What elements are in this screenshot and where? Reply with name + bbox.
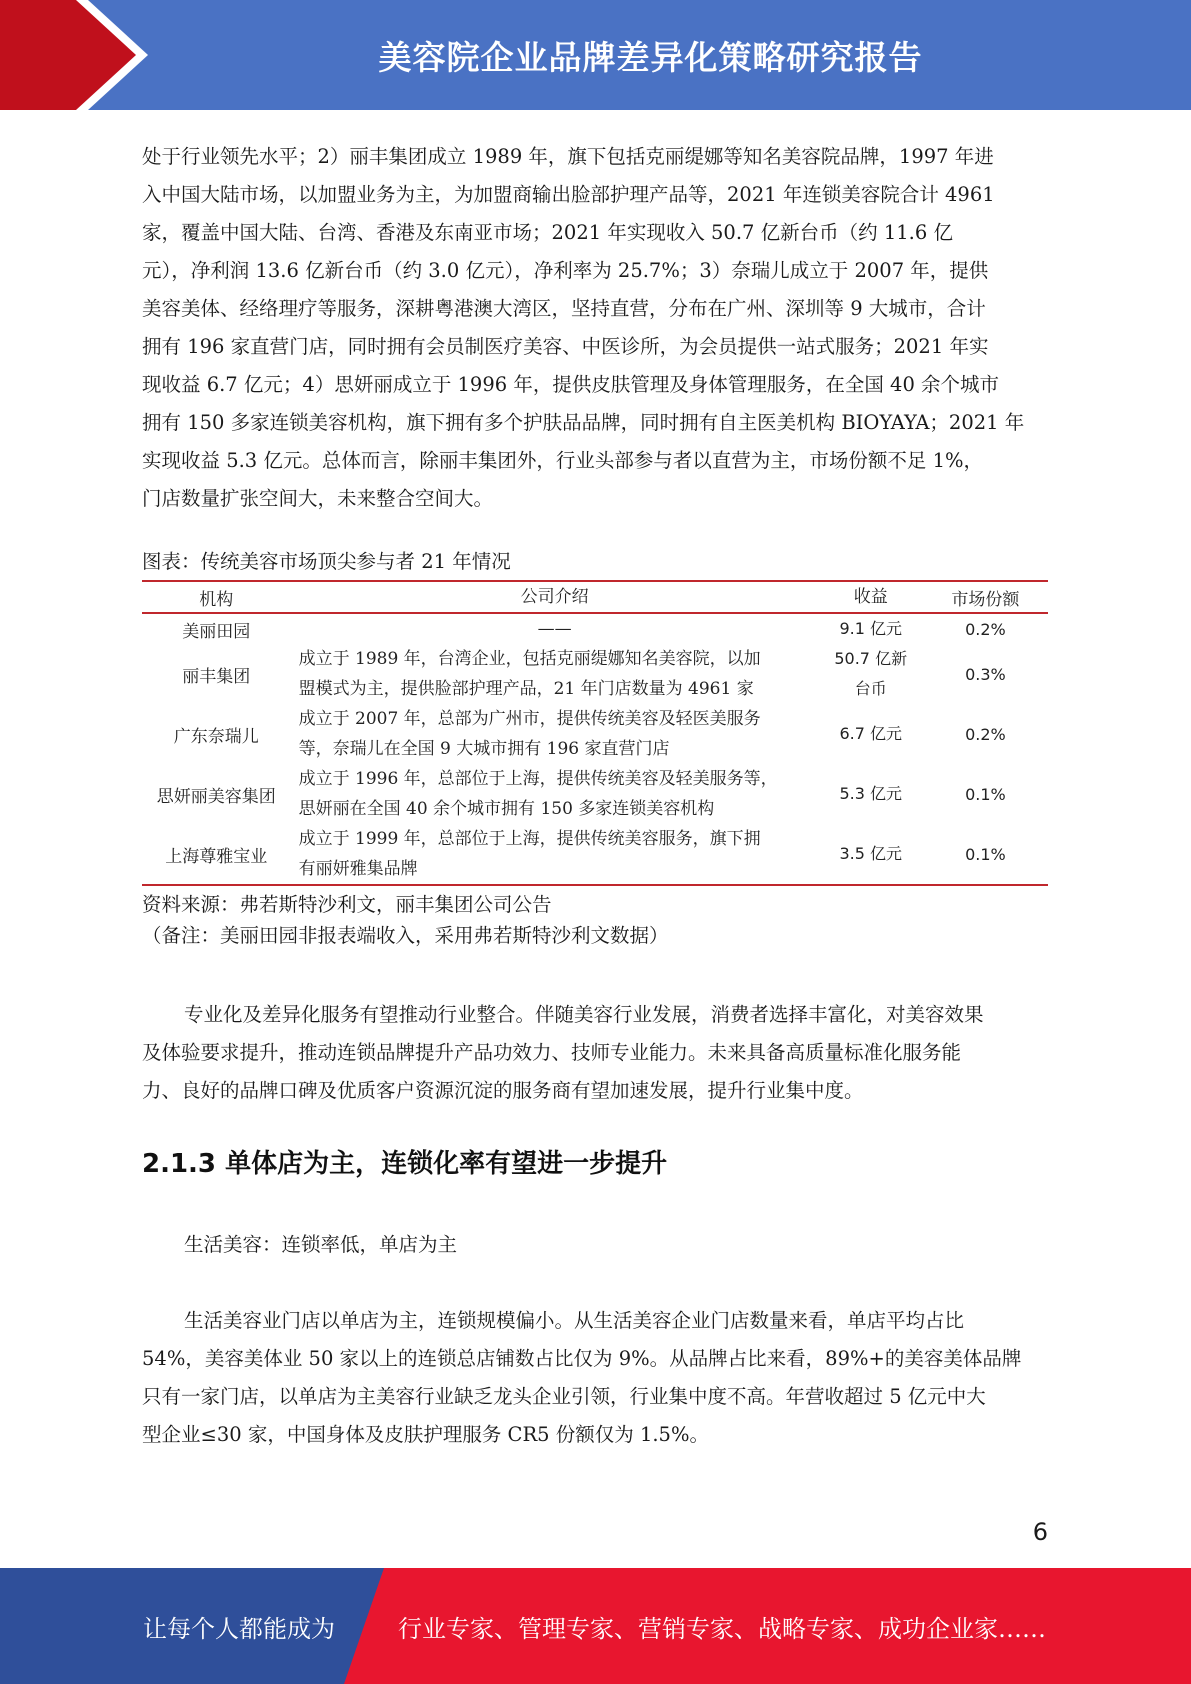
cell-intro xyxy=(291,644,819,704)
cell-share: 0.2% xyxy=(965,619,1006,639)
paragraph-line: 处于行业领先水平；2）丽丰集团成立 1989 年，旗下包括克丽缇娜等知名美容院品牌，1997 年进 xyxy=(142,145,994,168)
table-source: 资料来源：弗若斯特沙利文，丽丰集团公司公告 xyxy=(142,893,552,916)
cell-revenue xyxy=(819,613,923,644)
subheading-text: 生活美容：连锁率低，单店为主 xyxy=(184,1233,458,1256)
cell-share: 0.1% xyxy=(965,784,1006,804)
cell-share: 0.3% xyxy=(965,664,1006,684)
paragraph-line: 专业化及差异化服务有望推动行业整合。伴随美容行业发展，消费者选择丰富化，对美容效果 xyxy=(184,1003,984,1026)
paragraph-line: 力、良好的品牌口碑及优质客户资源沉淀的服务商有望加速发展，提升行业集中度。 xyxy=(142,1079,864,1102)
competitor-table xyxy=(142,580,1048,886)
table-row xyxy=(142,704,1048,764)
paragraph-line: 家，覆盖中国大陆、台湾、香港及东南亚市场；2021 年实现收入 50.7 亿新台币（约 11.6 亿 xyxy=(142,221,953,244)
page-footer xyxy=(0,1568,1191,1684)
cell-revenue-line: 50.7 亿新 xyxy=(834,649,908,668)
cell-share: 0.1% xyxy=(923,824,1048,885)
table-row xyxy=(142,824,1048,885)
footer-slogan-right: 行业专家、管理专家、营销专家、战略专家、成功企业家…… xyxy=(398,1614,1046,1643)
subheading xyxy=(142,1226,1047,1264)
paragraph-line: 入中国大陆市场，以加盟业务为主，为加盟商输出脸部护理产品等，2021 年连锁美容院合计 4961 xyxy=(142,183,995,206)
cell-org: 广东奈瑞儿 xyxy=(173,726,259,747)
report-title: 美容院企业品牌差异化策略研究报告 xyxy=(378,37,923,77)
table-remark: （备注：美丽田园非报表端收入，采用弗若斯特沙利文数据） xyxy=(142,924,669,947)
cell-share: 0.2% xyxy=(965,724,1006,744)
page-number: 6 xyxy=(1032,1518,1048,1546)
cell-intro xyxy=(291,824,819,885)
cell-intro-line: 等，奈瑞儿在全国 9 大城市拥有 196 家直营门店 xyxy=(298,739,670,759)
paragraph-line: 拥有 150 多家连锁美容机构，旗下拥有多个护肤品品牌，同时拥有自主医美机构 BIOYAYA；2021 年 xyxy=(142,411,1025,434)
cell-revenue xyxy=(819,824,923,885)
paragraph-line: 型企业≤30 家，中国身体及皮肤护理服务 CR5 份额仅为 1.5%。 xyxy=(142,1423,709,1446)
cell-intro-line: 成立于 1999 年，总部位于上海，提供传统美容服务，旗下拥 xyxy=(298,829,761,849)
cell-intro-line: 思妍丽在全国 40 余个城市拥有 150 多家连锁美容机构 xyxy=(298,799,715,819)
cell-intro-line: 成立于 1989 年，台湾企业，包括克丽缇娜知名美容院，以加 xyxy=(298,649,761,669)
cell-org: 思妍丽美容集团 xyxy=(156,786,276,807)
paragraph-line: 及体验要求提升，推动连锁品牌提升产品功效力、技师专业能力。未来具备高质量标准化服务能 xyxy=(142,1041,962,1064)
paragraph-line: 只有一家门店，以单店为主美容行业缺乏龙头企业引领，行业集中度不高。年营收超过 5 亿元中大 xyxy=(142,1385,986,1408)
cell-org: 美丽田园 xyxy=(182,621,251,642)
cell-revenue-line: 3.5 亿元 xyxy=(839,844,902,863)
section-heading: 2.1.3 单体店为主，连锁化率有望进一步提升 xyxy=(142,1149,668,1179)
cell-revenue xyxy=(819,644,923,704)
body-paragraph-1 xyxy=(142,138,1047,518)
cell-intro xyxy=(291,764,819,824)
cell-intro-line: 成立于 1996 年，总部位于上海，提供传统美容及轻美服务等， xyxy=(298,769,778,789)
cell-org: 丽丰集团 xyxy=(182,666,251,687)
cell-intro xyxy=(291,704,819,764)
table-row xyxy=(142,613,1048,644)
header-revenue: 收益 xyxy=(819,581,923,613)
paragraph-line: 拥有 196 家直营门店，同时拥有会员制医疗美容、中医诊所，为会员提供一站式服务；2021 年实 xyxy=(142,335,989,358)
cell-intro-line: 成立于 2007 年，总部为广州市，提供传统美容及轻医美服务 xyxy=(298,709,761,729)
cell-revenue-line: 5.3 亿元 xyxy=(839,784,902,803)
table-row xyxy=(142,644,1048,704)
header-org: 机构 xyxy=(142,581,291,613)
table-row xyxy=(142,764,1048,824)
cell-revenue xyxy=(819,704,923,764)
body-paragraph-3 xyxy=(142,1302,1047,1454)
body-paragraph-2 xyxy=(142,996,1047,1110)
paragraph-line: 实现收益 5.3 亿元。总体而言，除丽丰集团外，行业头部参与者以直营为主，市场份额不足 1%， xyxy=(142,449,984,472)
footer-slogan-left: 让每个人都能成为 xyxy=(143,1614,335,1643)
cell-intro-line: 盟模式为主，提供脸部护理产品，21 年门店数量为 4961 家 xyxy=(298,679,754,699)
header-intro: 公司介绍 xyxy=(291,581,819,613)
paragraph-line: 门店数量扩张空间大，未来整合空间大。 xyxy=(142,487,494,510)
cell-intro-line: 有丽妍雅集品牌 xyxy=(298,859,418,879)
paragraph-line: 元），净利润 13.6 亿新台币（约 3.0 亿元），净利率为 25.7%；3）奈瑞儿成立于 2007 年，提供 xyxy=(142,259,989,282)
page-header xyxy=(0,0,1191,110)
paragraph-line: 54%，美容美体业 50 家以上的连锁总店铺数占比仅为 9%。从品牌占比来看，89%+的美容美体品牌 xyxy=(142,1347,1022,1370)
table-header-row xyxy=(142,581,1048,613)
cell-revenue xyxy=(819,764,923,824)
paragraph-line: 美容美体、经络理疗等服务，深耕粤港澳大湾区，坚持直营，分布在广州、深圳等 9 大城市，合计 xyxy=(142,297,986,320)
paragraph-line: 生活美容业门店以单店为主，连锁规模偏小。从生活美容企业门店数量来看，单店平均占比 xyxy=(184,1309,965,1332)
paragraph-line: 现收益 6.7 亿元；4）思妍丽成立于 1996 年，提供皮肤管理及身体管理服务，在全国 40 余个城市 xyxy=(142,373,1000,396)
cell-revenue-line: 6.7 亿元 xyxy=(839,724,902,743)
cell-org: 上海尊雅宝业 xyxy=(142,824,291,885)
cell-revenue-line: 9.1 亿元 xyxy=(839,619,902,638)
cell-intro-line: —— xyxy=(537,619,572,639)
table-caption: 图表：传统美容市场顶尖参与者 21 年情况 xyxy=(142,550,511,573)
cell-intro xyxy=(291,613,819,644)
header-share: 市场份额 xyxy=(923,581,1048,613)
cell-revenue-line: 台币 xyxy=(854,679,887,698)
